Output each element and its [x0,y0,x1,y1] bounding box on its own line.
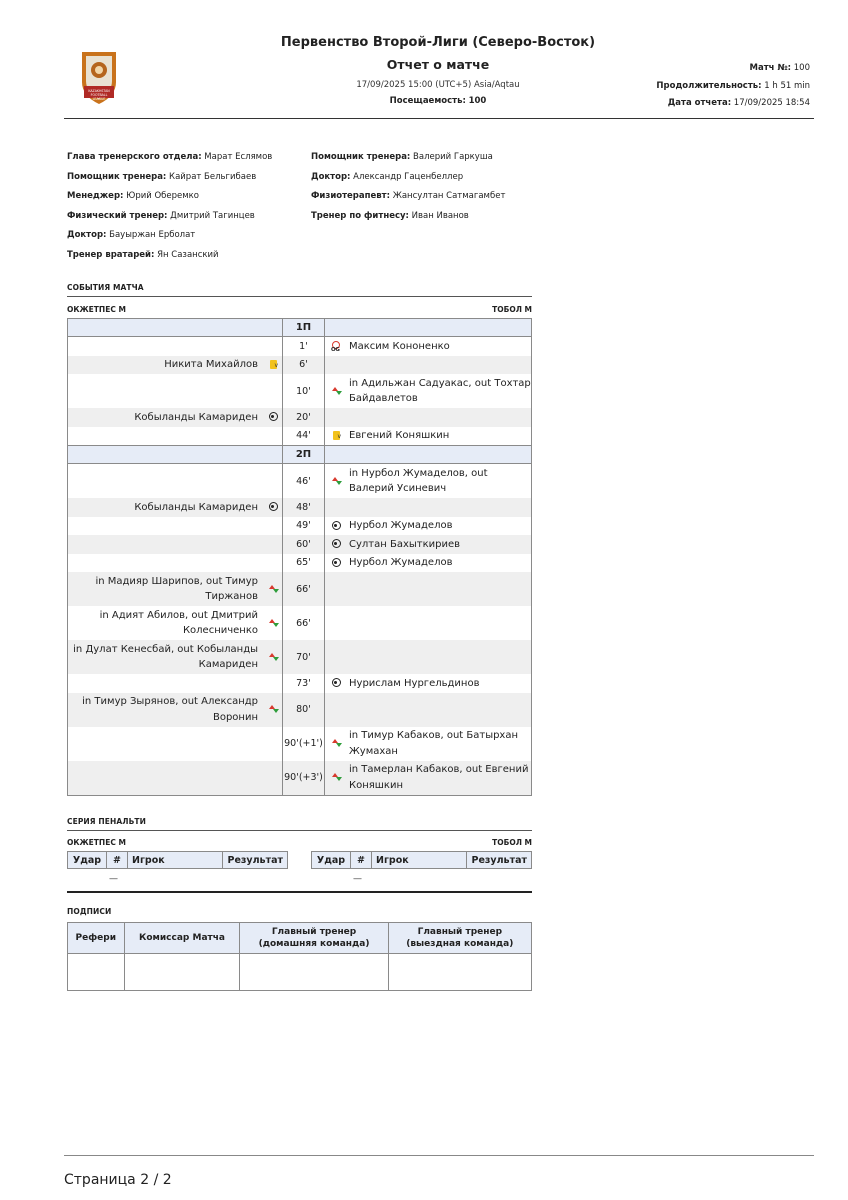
event-player: Максим Кононенко [349,340,450,352]
period-row [68,446,532,464]
signatures-table [67,922,532,991]
goal-icon [332,558,341,567]
event-player: Нурислам Нургельдинов [349,677,480,689]
event-row [68,554,532,573]
substitution-icon [268,704,278,714]
event-player: in Адильжан Садуакас, out Тохтар Байдавлетов [349,377,531,404]
penalties-away-team: ТОБОЛ М [492,838,532,847]
substitution-icon [331,476,341,486]
events-away-team: ТОБОЛ М [492,305,532,314]
event-row [68,727,532,761]
sig-away-coach-header: Главный тренер (выездная команда) [388,923,531,954]
events-section-title: СОБЫТИЯ МАТЧА [67,283,144,292]
event-row [68,356,532,375]
event-row [68,693,532,727]
period-row [68,319,532,337]
event-player: in Дулат Кенесбай, out Кобыланды Камариден [73,643,258,670]
sig-away-coach-cell [388,954,531,991]
substitution-icon [268,618,278,628]
substitution-icon [268,652,278,662]
penalties-home-table [67,851,288,869]
match-number-value: 100 [793,63,810,73]
goal-icon [332,678,341,687]
event-player: in Тимур Зырянов, out Александр Воронин [82,696,258,723]
attendance-label: Посещаемость: [389,96,466,106]
penalties-away-table [311,851,532,869]
event-row [68,408,532,427]
sig-referee-cell [68,954,125,991]
sig-home-coach-header: Главный тренер (домашняя команда) [240,923,388,954]
event-player: in Тамерлан Кабаков, out Евгений Коняшкин [349,764,529,791]
event-minute: 60' [283,535,325,554]
pen-col-number: # [107,852,128,869]
signatures-section-title: ПОДПИСИ [67,907,112,916]
substitution-icon [268,584,278,594]
duration-value: 1 h 51 min [764,81,810,91]
sig-commissioner-header: Комиссар Матча [124,923,240,954]
event-minute: 46' [283,464,325,499]
footer-divider [64,1155,814,1156]
events-table [67,318,532,796]
substitution-icon [331,772,341,782]
event-row [68,572,532,606]
penalties-rule [67,830,532,831]
event-row [68,517,532,536]
period-label: 1П [283,319,325,337]
staff-list-right [311,148,505,226]
report-date [668,98,810,108]
goal-icon [269,412,278,421]
event-player: Султан Бахыткириев [349,538,461,550]
pen-col-result: Результат [223,852,288,869]
logo-text-2: FOOTBALL LEAGUE [90,93,108,101]
pen-col-shot: Удар [312,852,351,869]
event-player: Кобыланды Камариден [134,411,258,423]
staff-row: Помощник тренера: Кайрат Бельгибаев [67,171,257,182]
goal-icon [332,521,341,530]
event-minute: 90'(+1') [283,727,325,761]
page-number: Страница 2 / 2 [64,1172,172,1188]
report-date-value: 17/09/2025 18:54 [733,98,810,108]
pen-col-player: Игрок [128,852,223,869]
staff-row: Помощник тренера: Валерий Гаркуша [311,152,493,162]
match-datetime: 17/09/2025 15:00 (UTC+5) Asia/Aqtau [356,80,520,90]
penalties-away-empty: — [353,874,362,884]
report-title: Первенство Второй-Лиги (Северо-Восток) [280,35,596,50]
match-duration [656,81,810,91]
pen-col-player: Игрок [372,852,467,869]
report-date-label: Дата отчета: [667,98,732,108]
event-minute: 44' [283,427,325,446]
event-player: Нурбол Жумаделов [349,557,453,568]
staff-row: Физический тренер: Дмитрий Тагинцев [67,210,255,221]
staff-row: Физиотерапевт: Жансултан Сатмагамбет [311,191,506,201]
substitution-icon [331,738,341,748]
event-row [68,427,532,446]
events-rule [67,296,532,297]
logo-text-1: KAZAKHSTAN [88,89,110,93]
event-player: in Мадияр Шарипов, out Тимур Тиржанов [95,575,258,602]
event-player: in Адият Абилов, out Дмитрий Колесниченко [99,609,258,636]
event-minute: 73' [283,674,325,693]
staff-list-left [67,148,272,265]
sig-commissioner-cell [124,954,240,991]
event-row [68,761,532,796]
staff-row: Доктор: Бауыржан Ерболат [67,230,196,240]
staff-row: Тренер по фитнесу: Иван Иванов [311,210,469,221]
pen-col-shot: Удар [68,852,107,869]
event-player: Нурбол Жумаделов [349,520,453,531]
event-row [68,464,532,499]
penalties-bottom-rule [67,891,532,893]
events-home-team: ОКЖЕТПЕС М [67,305,126,314]
goal-icon [269,502,278,511]
own-goal-icon: OG [331,341,341,352]
event-row [68,535,532,554]
event-row [68,498,532,517]
attendance-value: 100 [468,96,487,106]
event-player: Евгений Коняшкин [349,430,450,441]
staff-row: Тренер вратарей: Ян Сазанский [67,249,219,260]
event-minute: 66' [283,606,325,640]
event-minute: 90'(+3') [283,761,325,796]
event-minute: 80' [283,693,325,727]
sig-referee-header: Рефери [68,923,125,954]
yellow-card-icon [270,360,277,369]
match-number-label: Матч №: [749,63,792,73]
event-row [68,640,532,674]
duration-label: Продолжительность: [656,81,762,91]
event-minute: 10' [283,374,325,408]
match-number [750,63,810,73]
event-minute: 1' [283,337,325,356]
penalties-home-empty: — [109,874,118,884]
event-row [68,374,532,408]
event-row [68,337,532,356]
event-player: Никита Михайлов [164,359,258,370]
yellow-card-icon [333,431,340,440]
substitution-icon [331,386,341,396]
pen-col-result: Результат [467,852,532,869]
event-player: in Тимур Кабаков, out Батырхан Жумахан [349,730,519,757]
event-minute: 6' [283,356,325,375]
header-divider [64,118,814,119]
event-player: in Нурбол Жумаделов, out Валерий Усиневич [349,467,488,494]
pen-col-number: # [351,852,372,869]
goal-icon [332,539,341,548]
period-label: 2П [283,446,325,464]
event-row [68,606,532,640]
event-minute: 65' [283,554,325,573]
sig-home-coach-cell [240,954,388,991]
event-minute: 20' [283,408,325,427]
staff-row: Менеджер: Юрий Оберемко [67,191,199,201]
event-row [68,674,532,693]
staff-row: Доктор: Александр Гаценбеллер [311,171,464,182]
event-minute: 48' [283,498,325,517]
penalties-section-title: СЕРИЯ ПЕНАЛЬТИ [67,817,147,826]
penalties-home-team: ОКЖЕТПЕС М [67,838,126,847]
report-subtitle: Отчет о матче [386,57,490,72]
event-minute: 70' [283,640,325,674]
staff-row: Глава тренерского отдела: Марат Еслямов [67,152,273,162]
event-minute: 49' [283,517,325,536]
event-player: Кобыланды Камариден [134,501,258,513]
event-minute: 66' [283,572,325,606]
